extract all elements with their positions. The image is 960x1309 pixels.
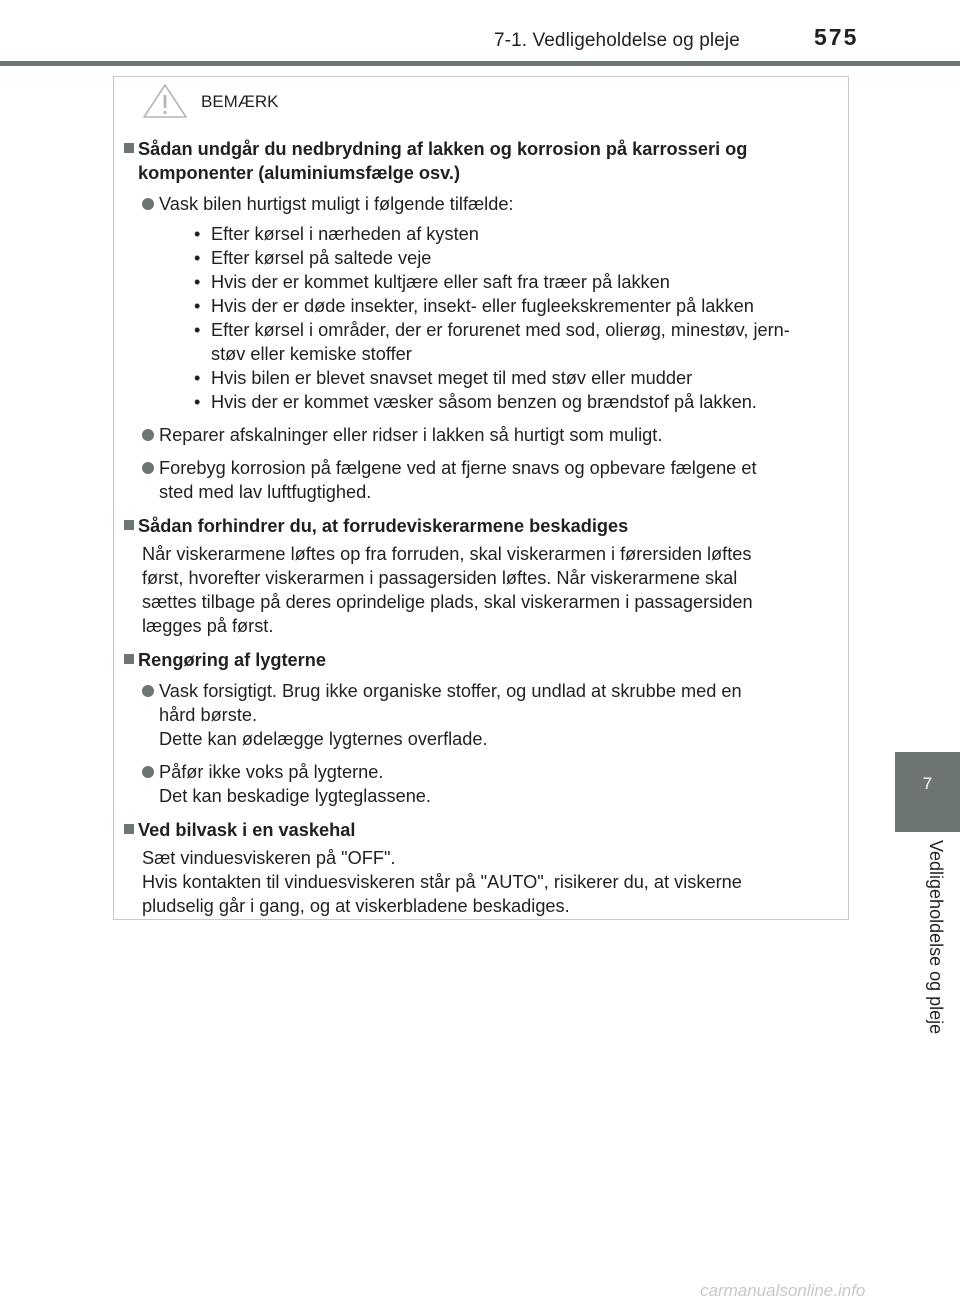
bullet-text: Vask bilen hurtigst muligt i følgende tilfælde:: [159, 194, 514, 214]
list-item: • Efter kørsel på saltede veje: [194, 248, 432, 268]
square-bullet-icon: [124, 520, 134, 530]
section-title: Sådan forhindrer du, at forrudeviskerarmene beskadiges: [124, 514, 844, 538]
sub-list: [159, 222, 844, 414]
section-wiper-arms: [124, 514, 844, 638]
notice-content: [124, 137, 844, 928]
section-car-wash: [124, 818, 844, 918]
round-bullet-icon: [142, 198, 154, 210]
page-number: 575: [814, 24, 859, 50]
chapter-tab[interactable]: [895, 752, 960, 832]
bullet-item: Påfør ikke voks på lygterne. Det kan beskadige lygteglassene.: [124, 760, 844, 808]
bullet-text: Reparer afskalninger eller ridser i lakken så hurtigt som muligt.: [159, 425, 663, 445]
list-item: • Hvis der er døde insekter, insekt- eller fugleekskrementer på lakken: [194, 296, 754, 316]
watermark: carmanualsonline.info: [700, 1281, 866, 1300]
chapter-number: 7: [922, 774, 933, 793]
round-bullet-icon: [142, 429, 154, 441]
square-bullet-icon: [124, 824, 134, 834]
list-item: • Efter kørsel i nærheden af kysten: [194, 224, 479, 244]
section-paint-corrosion: [124, 137, 844, 504]
section-header: 7-1. Vedligeholdelse og pleje: [494, 30, 740, 51]
bullet-item: [124, 423, 844, 447]
section-title: Rengøring af lygterne: [124, 648, 844, 672]
square-bullet-icon: [124, 143, 134, 153]
header-rule: [0, 61, 960, 66]
round-bullet-icon: [142, 766, 154, 778]
section-title: Ved bilvask i en vaskehal: [124, 818, 844, 842]
bullet-item: [124, 192, 844, 414]
paragraph: Når viskerarmene løftes op fra forruden, skal viskerarmen i førersiden løftes først, hvorefter viskerarmen i passagersiden løftes. Når viskerarmene skal sættes tilbage på deres oprindelige plads, skal viskerarmen i passagersiden lægges på først.: [142, 544, 753, 636]
round-bullet-icon: [142, 462, 154, 474]
title-line: Sådan undgår du nedbrydning af lakken og korrosion på karrosseri og: [138, 139, 748, 159]
square-bullet-icon: [124, 654, 134, 664]
title-line: komponenter (aluminiumsfælge osv.): [138, 163, 461, 183]
chapter-label: Vedligeholdelse og pleje: [926, 840, 946, 1035]
notice-title: BEMÆRK: [201, 92, 279, 111]
section-title: [124, 137, 844, 185]
list-item: • Hvis der er kommet væsker såsom benzen og brændstof på lakken.: [194, 392, 757, 412]
notice-box: [113, 76, 849, 920]
list-item: • Efter kørsel i områder, der er forurenet med sod, olierøg, minestøv, jern- støv eller kemiske stoffer: [194, 320, 790, 364]
warning-triangle-icon: [142, 83, 188, 119]
list-item: • Hvis bilen er blevet snavset meget til med støv eller mudder: [194, 368, 693, 388]
bullet-item: Vask forsigtigt. Brug ikke organiske stoffer, og undlad at skrubbe med en hård børste. Dette kan ødelægge lygternes overflade.: [124, 679, 844, 751]
list-item: • Hvis der er kommet kultjære eller saft fra træer på lakken: [194, 272, 670, 292]
paragraph: Sæt vinduesviskeren på "OFF". Hvis kontakten til vinduesviskeren står på "AUTO", risikerer du, at viskerne pludselig går i gang, og at viskerbladene beskadiges.: [142, 848, 742, 916]
section-lamp-cleaning: [124, 648, 844, 808]
round-bullet-icon: [142, 685, 154, 697]
bullet-item: Forebyg korrosion på fælgene ved at fjerne snavs og opbevare fælgene et sted med lav luftfugtighed.: [124, 456, 844, 504]
